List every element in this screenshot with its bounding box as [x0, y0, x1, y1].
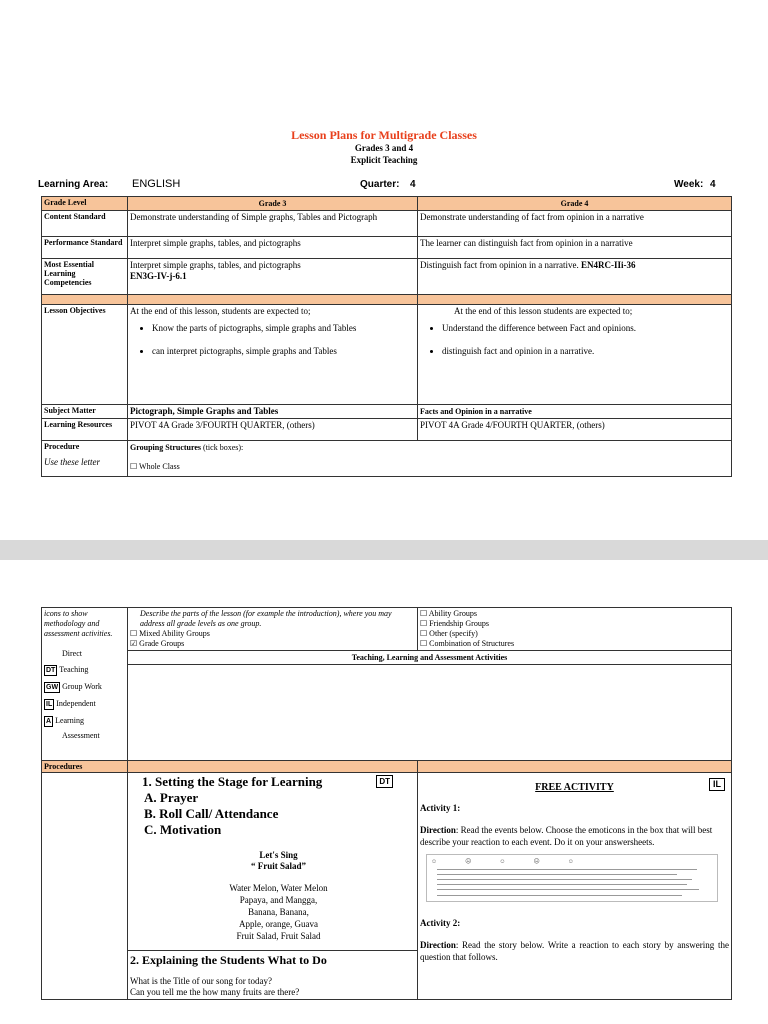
melc-g4 [418, 259, 732, 295]
quarter-value: 4 [410, 179, 416, 190]
question-2: Can you tell me the how many fruits are there? [130, 987, 300, 997]
performance-standard-g4: The learner can distinguish fact from opinion in a narrative [418, 237, 732, 259]
content-standard-g4: Demonstrate understanding of fact from opinion in a narrative [418, 211, 732, 237]
step2-heading: 2. Explaining the Students What to Do [130, 953, 327, 967]
lesson-plan-table [41, 196, 732, 477]
checkbox-icon[interactable]: ☐ [130, 629, 138, 638]
whole-class-label: Whole Class [139, 462, 180, 471]
legend-list [44, 649, 125, 741]
roll-call-item: B. Roll Call/ Attendance [144, 806, 279, 821]
il-icon: IL [46, 701, 53, 708]
song-line: Apple, orange, Guava [239, 919, 318, 929]
dt-icon: DT [46, 667, 56, 674]
activity-cell [418, 773, 732, 1000]
friendship-groups-label: Friendship Groups [429, 619, 489, 628]
spacer-cell [418, 295, 732, 305]
question-1: What is the Title of our song for today? [130, 976, 272, 986]
procedures-left-cell [42, 773, 128, 1000]
activities-table [41, 607, 732, 1000]
direction2-text: : Read the story below. Write a reaction to each story by answering the question that follows. [420, 940, 729, 962]
grouping-left-cell [128, 608, 418, 651]
prayer-item: A. Prayer [144, 790, 199, 805]
grades-subtitle: Grades 3 and 4 [354, 143, 414, 153]
learning-area-label: Learning Area: [38, 179, 109, 190]
worksheet-line [437, 889, 699, 890]
emoticon-row: ☺☹☺☹☺ [431, 859, 602, 865]
activity1-direction [420, 824, 729, 848]
week-label: Week: [674, 179, 704, 190]
spacer-cell [128, 295, 418, 305]
song-line: Water Melon, Water Melon [229, 883, 328, 893]
legend-direct: Direct [62, 649, 82, 658]
checked-checkbox-icon[interactable]: ☑ [130, 639, 138, 648]
content-standard-label: Content Standard [42, 211, 128, 237]
grade3-header: Grade 3 [128, 197, 418, 211]
melc-g3-text: Interpret simple graphs, tables, and pictographs [130, 260, 301, 270]
procedure-cell [42, 441, 128, 477]
legend-assessment: Assessment [62, 731, 100, 740]
grouping-cell [128, 441, 732, 477]
approach-subtitle: Explicit Teaching [350, 155, 418, 165]
subject-matter-label: Subject Matter [42, 405, 128, 419]
lesson-objectives-label: Lesson Objectives [42, 305, 128, 405]
mixed-ability-label: Mixed Ability Groups [139, 629, 210, 638]
song-title-2: “ Fruit Salad” [250, 861, 306, 871]
activity1-label: Activity 1: [420, 803, 461, 813]
checkbox-icon[interactable]: ☐ [420, 629, 428, 638]
a-icon: A [46, 718, 52, 725]
objective-g4-item: • Understand the difference between Fact and opinions. [442, 323, 729, 334]
legend-cell [42, 608, 128, 761]
performance-standard-label: Performance Standard [42, 237, 128, 259]
melc-g4-code: EN4RC-IIi-36 [580, 260, 636, 270]
combination-label: Combination of Structures [429, 639, 515, 648]
performance-standard-g3: Interpret simple graphs, tables, and pictographs [128, 237, 418, 259]
song-line: Fruit Salad, Fruit Salad [236, 931, 321, 941]
activity2-direction [420, 939, 729, 963]
worksheet-line [437, 884, 687, 885]
week-value: 4 [710, 179, 716, 190]
grade-groups-label: Grade Groups [139, 639, 185, 648]
legend-learning: Learning [55, 716, 84, 725]
lesson-plan-title: Lesson Plans for Multigrade Classes [291, 128, 477, 142]
melc-label: Most Essential Learning Competencies [42, 259, 128, 295]
legend-independent: Independent [56, 699, 96, 708]
objectives-g4-intro: At the end of this lesson students are expected to; [454, 306, 633, 316]
melc-g3-code: EN3G-IV-j-6.1 [130, 271, 187, 281]
content-standard-g3: Demonstrate understanding of Simple graphs, Tables and Pictograph [128, 211, 418, 237]
subject-matter-g4: Facts and Opinion in a narrative [418, 405, 732, 419]
legend-note: icons to show methodology and assessment activities. [44, 609, 113, 638]
melc-g4-text: Distinguish fact from opinion in a narrative. [420, 260, 579, 270]
direction-label: Direction [420, 825, 456, 835]
step1-heading: 1. Setting the Stage for Learning [142, 774, 323, 789]
checkbox-icon[interactable]: ☐ [130, 462, 138, 471]
grouping-hint: (tick boxes): [201, 443, 244, 452]
learning-area-value: ENGLISH [132, 178, 181, 190]
procedure-note: Use these letter [44, 457, 100, 467]
subject-matter-g3: Pictograph, Simple Graphs and Tables [128, 405, 418, 419]
ability-groups-label: Ability Groups [428, 609, 477, 618]
objective-g3-item: • Know the parts of pictographs, simple graphs and Tables [152, 323, 415, 334]
grade4-header: Grade 4 [418, 197, 732, 211]
stage-cell [128, 773, 418, 951]
objectives-g4 [418, 305, 732, 405]
spacer-cell [128, 761, 418, 773]
checkbox-icon[interactable]: ☐ [420, 619, 428, 628]
activity2-label: Activity 2: [420, 918, 461, 928]
describe-note: Describe the parts of the lesson (for example the introduction), where you may address all grade levels as one group. [140, 609, 392, 628]
melc-g3 [128, 259, 418, 295]
gw-icon: GW [46, 684, 59, 691]
other-label: Other (specify) [429, 629, 478, 638]
objectives-g3-intro: At the end of this lesson, students are expected to; [130, 306, 311, 316]
page-2 [0, 560, 768, 1024]
tla-header: Teaching, Learning and Assessment Activities [128, 651, 732, 665]
grouping-right-cell [418, 608, 732, 651]
direction-label: Direction [420, 940, 456, 950]
free-activity-heading: FREE ACTIVITY [535, 782, 614, 793]
il-icon: IL [709, 778, 725, 791]
song-lyrics [142, 882, 415, 942]
objective-g4-item: • distinguish fact and opinion in a narrative. [442, 346, 729, 357]
tla-body [128, 665, 732, 761]
emoticon-worksheet-image [426, 854, 718, 902]
worksheet-line [437, 895, 682, 896]
dt-icon: DT [376, 775, 393, 788]
worksheet-line [437, 879, 692, 880]
grade-level-header: Grade Level [42, 197, 128, 211]
song-line: Banana, Banana, [248, 907, 309, 917]
objective-g3-item: • can interpret pictographs, simple graphs and Tables [152, 346, 415, 357]
checkbox-icon[interactable]: ☐ [420, 639, 428, 648]
legend-group-work: Group Work [62, 682, 102, 691]
spacer-cell [42, 295, 128, 305]
quarter-label: Quarter: [360, 179, 400, 190]
learning-resources-g3: PIVOT 4A Grade 3/FOURTH QUARTER, (others) [128, 419, 418, 441]
objectives-g3 [128, 305, 418, 405]
learning-resources-label: Learning Resources [42, 419, 128, 441]
checkbox-icon[interactable]: ☐ [420, 609, 428, 618]
motivation-item: C. Motivation [144, 822, 222, 837]
legend-teaching: Teaching [59, 665, 89, 674]
procedure-label: Procedure [44, 442, 80, 451]
spacer-cell [418, 761, 732, 773]
song-line: Papaya, and Mangga, [239, 895, 318, 905]
song-title-1: Let's Sing [259, 850, 298, 860]
grouping-label: Grouping Structures [130, 443, 202, 452]
worksheet-line [437, 874, 677, 875]
worksheet-line [437, 869, 697, 870]
learning-resources-g4: PIVOT 4A Grade 4/FOURTH QUARTER, (others) [418, 419, 732, 441]
direction1-text: : Read the events below. Choose the emoticons in the box that will best describe your reaction to each event. Do it on your answersheets. [420, 825, 713, 847]
procedures-label: Procedures [42, 761, 128, 773]
explain-cell [128, 951, 418, 1000]
